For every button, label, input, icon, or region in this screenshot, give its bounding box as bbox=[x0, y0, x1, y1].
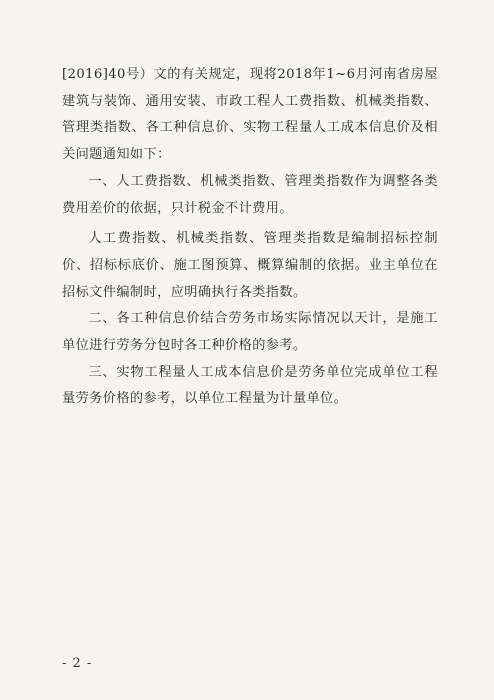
paragraph-item-1-detail: 人工费指数、机械类指数、管理类指数是编制招标控制价、招标标底价、施工图预算、概算编制的依据。业主单位在招标文件编制时，应明确执行各类指数。 bbox=[62, 231, 438, 300]
paragraph-item-1: 一、人工费指数、机械类指数、管理类指数作为调整各类费用差价的依据，只计税金不计费用。 bbox=[62, 173, 438, 216]
page-number: - 2 - bbox=[62, 656, 93, 671]
paragraph-intro: [2016]40号）文的有关规定，现将2018年1~6月河南省房屋建筑与装饰、通用安装、市政工程人工费指数、机械类指数、管理类指数、各工种信息价、实物工程量人工成本信息价及相关问题通知如下： bbox=[62, 67, 438, 163]
paragraph-item-2: 二、各工种信息价结合劳务市场实际情况以天计，是施工单位进行劳务分包时各工种价格的参考。 bbox=[62, 311, 438, 354]
document-body bbox=[62, 62, 438, 413]
paragraph-item-3: 三、实物工程量人工成本信息价是劳务单位完成单位工程量劳务价格的参考，以单位工程量为计量单位。 bbox=[62, 364, 438, 407]
